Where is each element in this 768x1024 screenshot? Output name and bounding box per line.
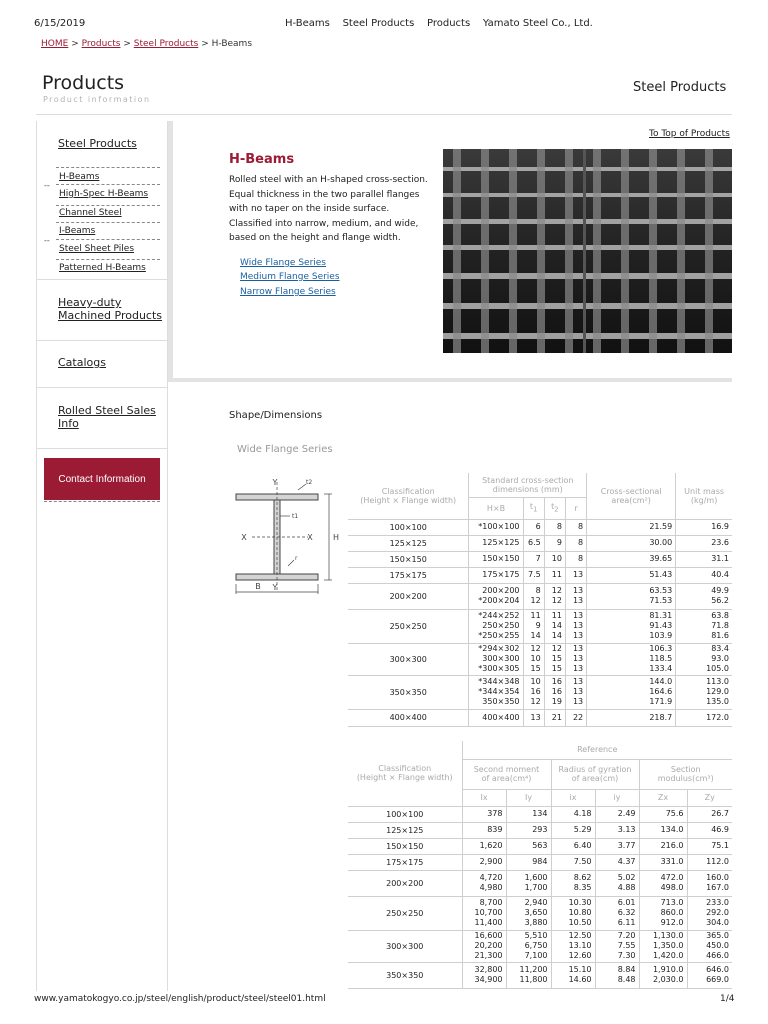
table-cell: 365.0 450.0 466.0 — [687, 930, 732, 962]
diagram-label-y: Y — [272, 583, 278, 592]
table-cell: 63.53 71.53 — [587, 583, 676, 609]
table-cell: 75.1 — [687, 838, 732, 854]
header-line: Standard cross-section — [482, 475, 574, 485]
table-cell: 125×125 — [469, 535, 523, 551]
table-cell: *100×100 — [469, 519, 523, 535]
table-cell: 8.84 8.48 — [595, 962, 639, 988]
table-cell: 472.0 498.0 — [639, 870, 687, 896]
sidebar-subitem-patterned[interactable]: Patterned H-Beams — [59, 263, 146, 273]
header-line: of area(cm⁴) — [481, 774, 532, 783]
table-row — [348, 675, 732, 709]
table-cell: 134.0 — [639, 822, 687, 838]
table-cell: 984 — [506, 854, 551, 870]
table-cell: 11 9 14 — [523, 609, 544, 643]
table-cell: 13 — [523, 709, 544, 726]
table-cell: 400×400 — [469, 709, 523, 726]
table-row — [348, 643, 732, 675]
divider — [36, 114, 732, 115]
classification-cell: 175×175 — [348, 567, 469, 583]
table-cell: *244×252 250×250 *250×255 — [469, 609, 523, 643]
description-line: Classified into narrow, medium, and wide, — [229, 218, 419, 229]
divider — [56, 239, 160, 240]
header-line: modulus(cm³) — [657, 774, 714, 783]
table-row — [348, 930, 732, 962]
table-cell: 40.4 — [676, 567, 732, 583]
table-cell: 6.40 — [551, 838, 595, 854]
table-cell: 8.62 8.35 — [551, 870, 595, 896]
divider — [168, 378, 732, 382]
table-cell: 30.00 — [587, 535, 676, 551]
table-cell: 5.29 — [551, 822, 595, 838]
table-row — [348, 896, 732, 930]
classification-cell: 350×350 — [348, 962, 462, 988]
classification-cell: 150×150 — [348, 838, 462, 854]
header-text: t — [551, 502, 555, 512]
sidebar-subitem-high-spec[interactable]: High-Spec H-Beams — [59, 189, 149, 199]
table-cell: 646.0 669.0 — [687, 962, 732, 988]
table-row — [348, 854, 732, 870]
to-top-link[interactable]: To Top of Products — [649, 129, 730, 139]
narrow-flange-link[interactable]: Narrow Flange Series — [240, 287, 336, 297]
breadcrumb-steel-link[interactable]: Steel Products — [133, 39, 199, 49]
dash-mark: -- — [44, 236, 50, 245]
table-row — [348, 609, 732, 643]
print-header — [0, 14, 768, 28]
column-header — [676, 473, 732, 519]
table-cell: 1,910.0 2,030.0 — [639, 962, 687, 988]
table-cell: 12 15 15 — [544, 643, 565, 675]
classification-cell: 250×250 — [348, 896, 462, 930]
table-cell: 563 — [506, 838, 551, 854]
diagram-label-t2: t2 — [306, 479, 313, 486]
classification-cell: 250×250 — [348, 609, 469, 643]
table-row — [348, 535, 732, 551]
table-cell: 293 — [506, 822, 551, 838]
column-header: ix — [551, 789, 595, 806]
column-header — [544, 497, 565, 519]
table-cell: 81.31 91.43 103.9 — [587, 609, 676, 643]
table-cell: 8 12 — [523, 583, 544, 609]
classification-cell: 300×300 — [348, 930, 462, 962]
description-line: Rolled steel with an H-shaped cross-section. — [229, 175, 428, 185]
table-cell: 13 13 — [565, 583, 586, 609]
diagram-label-t1: t1 — [292, 513, 299, 520]
table-cell: 172.0 — [676, 709, 732, 726]
table-cell: 83.4 93.0 105.0 — [676, 643, 732, 675]
table-cell: 8 — [565, 535, 586, 551]
table-cell: 12 10 15 — [523, 643, 544, 675]
column-header — [639, 759, 732, 789]
table-cell: 21.59 — [587, 519, 676, 535]
sidebar-subitem-sheet-piles[interactable]: Steel Sheet Piles — [59, 244, 135, 254]
h-beams-photo — [443, 149, 732, 353]
column-header: r — [565, 497, 586, 519]
wide-flange-link[interactable]: Wide Flange Series — [240, 258, 326, 268]
sidebar-item-label: Info — [58, 417, 79, 430]
table-cell: 8 — [565, 551, 586, 567]
table-cell: 11 14 14 — [544, 609, 565, 643]
table-row — [348, 709, 732, 726]
table-cell: 12.50 13.10 12.60 — [551, 930, 595, 962]
classification-cell: 125×125 — [348, 535, 469, 551]
sidebar-item-steel-products[interactable]: Steel Products — [58, 137, 137, 150]
classification-cell: 400×400 — [348, 709, 469, 726]
header-line: Classification — [381, 486, 435, 496]
column-header — [551, 759, 639, 789]
column-header: Zy — [687, 789, 732, 806]
column-header — [587, 473, 676, 519]
table-cell: 134 — [506, 806, 551, 822]
table-cell: 3.13 — [595, 822, 639, 838]
header-text: t — [529, 502, 534, 512]
table-cell: 160.0 167.0 — [687, 870, 732, 896]
table-cell: 4.37 — [595, 854, 639, 870]
header-line: (kg/m) — [690, 495, 718, 505]
sidebar-subitem-i-beams[interactable]: I-Beams — [59, 226, 96, 236]
description-line: Equal thickness in the two parallel flanges — [229, 189, 420, 200]
breadcrumb — [41, 39, 252, 49]
table-row — [348, 551, 732, 567]
table-cell: 4,720 4,980 — [462, 870, 506, 896]
divider — [56, 222, 160, 223]
column-header — [462, 759, 551, 789]
print-date: 6/15/2019 — [34, 18, 86, 29]
breadcrumb-home-link[interactable]: HOME — [41, 39, 69, 49]
wide-flange-heading: Wide Flange Series — [237, 444, 333, 455]
classification-cell: 300×300 — [348, 643, 469, 675]
sidebar-item-label: Heavy-duty — [58, 296, 122, 309]
diagram-label-r: r — [295, 555, 298, 562]
table-cell: 13 13 13 — [565, 643, 586, 675]
table-cell: 200×200 *200×204 — [469, 583, 523, 609]
table-row — [348, 822, 732, 838]
h-beam-cross-section-diagram — [232, 476, 344, 602]
table-cell: 839 — [462, 822, 506, 838]
classification-cell: 200×200 — [348, 583, 469, 609]
table-cell: 1,620 — [462, 838, 506, 854]
header-sub: 2 — [554, 505, 559, 514]
table-cell: 31.1 — [676, 551, 732, 567]
table-cell: 23.6 — [676, 535, 732, 551]
table-row — [348, 838, 732, 854]
table-cell: 6 — [523, 519, 544, 535]
divider — [36, 340, 168, 341]
dash-mark: -- — [44, 181, 50, 190]
table-cell: 8 — [565, 519, 586, 535]
table-cell: 75.6 — [639, 806, 687, 822]
header-line: Section — [670, 765, 701, 774]
diagram-label-b: B — [255, 582, 261, 591]
divider — [56, 167, 160, 168]
divider — [36, 279, 168, 280]
column-header — [348, 741, 462, 806]
header-line: (Height × Flange width) — [356, 773, 453, 783]
classification-cell: 125×125 — [348, 822, 462, 838]
table-row — [348, 583, 732, 609]
table-cell: 216.0 — [639, 838, 687, 854]
table-cell: 16,600 20,200 21,300 — [462, 930, 506, 962]
diagram-label-h: H — [333, 533, 340, 542]
product-title: H-Beams — [229, 152, 295, 167]
header-line: Classification — [378, 764, 432, 774]
divider — [56, 259, 160, 260]
table-cell: 51.43 — [587, 567, 676, 583]
classification-cell: 200×200 — [348, 870, 462, 896]
header-line: (Height × Flange width) — [360, 495, 457, 505]
divider — [56, 184, 160, 185]
header-line: Unit mass — [684, 486, 725, 496]
table-cell: 15.10 14.60 — [551, 962, 595, 988]
header-sub: 1 — [533, 505, 538, 514]
table-cell: 46.9 — [687, 822, 732, 838]
table-cell: 11 — [544, 567, 565, 583]
description-line: based on the height and flange width. — [229, 233, 401, 243]
header-line: Second moment — [473, 765, 540, 774]
table-cell: 112.0 — [687, 854, 732, 870]
sidebar-item-heavy-duty[interactable] — [58, 296, 162, 322]
header-line: Radius of gyration — [558, 765, 632, 774]
breadcrumb-sep: > — [71, 39, 79, 49]
table-cell: 4.18 — [551, 806, 595, 822]
diagram-label-x: X — [307, 533, 313, 542]
table-cell: 49.9 56.2 — [676, 583, 732, 609]
table-cell: 113.0 129.0 135.0 — [676, 675, 732, 709]
classification-cell: 100×100 — [348, 806, 462, 822]
table-cell: 8 — [544, 519, 565, 535]
contact-button[interactable]: Contact Information — [44, 458, 160, 500]
divider — [36, 448, 168, 449]
table-cell: 10 — [544, 551, 565, 567]
table-cell: 218.7 — [587, 709, 676, 726]
medium-flange-link[interactable]: Medium Flange Series — [240, 272, 340, 282]
table-cell: 713.0 860.0 912.0 — [639, 896, 687, 930]
table-cell: 7.20 7.55 7.30 — [595, 930, 639, 962]
column-header — [348, 473, 469, 519]
reference-table — [348, 741, 732, 989]
table-row — [348, 806, 732, 822]
table-cell: 233.0 292.0 304.0 — [687, 896, 732, 930]
header-line: Cross-sectional — [600, 486, 662, 496]
classification-cell: 350×350 — [348, 675, 469, 709]
sidebar-item-rolled-steel[interactable] — [58, 404, 156, 430]
table-cell: 2,940 3,650 3,880 — [506, 896, 551, 930]
sidebar-subitem-channel[interactable]: Channel Steel — [59, 208, 122, 218]
table-cell: 13 — [565, 567, 586, 583]
table-cell: *294×302 300×300 *300×305 — [469, 643, 523, 675]
header-line: area(cm²) — [611, 495, 651, 505]
classification-cell: 100×100 — [348, 519, 469, 535]
column-header: Iy — [506, 789, 551, 806]
description-line: with no taper on the inside surface. — [229, 204, 390, 214]
table-cell: 16.9 — [676, 519, 732, 535]
column-header: iy — [595, 789, 639, 806]
classification-cell: 150×150 — [348, 551, 469, 567]
divider — [44, 501, 160, 502]
header-line: dimensions (mm) — [492, 484, 563, 494]
table-cell: 8,700 10,700 11,400 — [462, 896, 506, 930]
table-cell: 144.0 164.6 171.9 — [587, 675, 676, 709]
column-header — [469, 473, 587, 497]
divider — [56, 205, 160, 206]
table-cell: 378 — [462, 806, 506, 822]
table-cell: 16 16 19 — [544, 675, 565, 709]
table-cell: 12 12 — [544, 583, 565, 609]
table-cell: 7 — [523, 551, 544, 567]
table-cell: 7.50 — [551, 854, 595, 870]
column-header: H×B — [469, 497, 523, 519]
table-cell: 106.3 118.5 133.4 — [587, 643, 676, 675]
table-cell: 11,200 11,800 — [506, 962, 551, 988]
diagram-label-x: X — [241, 533, 247, 542]
table-cell: 13 13 13 — [565, 609, 586, 643]
divider — [168, 121, 173, 382]
sidebar-subitem-h-beams[interactable]: H-Beams — [59, 172, 100, 182]
header-line: of area(cm) — [571, 774, 619, 783]
page-subtitle: Product information — [43, 95, 151, 104]
table-cell: 22 — [565, 709, 586, 726]
table-row — [348, 519, 732, 535]
table-cell: 10.30 10.80 10.50 — [551, 896, 595, 930]
shape-dimensions-heading: Shape/Dimensions — [229, 410, 323, 421]
table-cell: *344×348 *344×354 350×350 — [469, 675, 523, 709]
table-cell: 5,510 6,750 7,100 — [506, 930, 551, 962]
table-cell: 13 13 13 — [565, 675, 586, 709]
table-cell: 9 — [544, 535, 565, 551]
divider — [36, 387, 168, 388]
table-row — [348, 870, 732, 896]
breadcrumb-current: H-Beams — [211, 39, 253, 49]
table-cell: 26.7 — [687, 806, 732, 822]
print-url: www.yamatokogyo.co.jp/steel/english/product/steel/steel01.html — [34, 994, 326, 1004]
table-cell: 39.65 — [587, 551, 676, 567]
section-title: Steel Products — [633, 80, 727, 95]
print-title: H-Beams Steel Products Products Yamato Steel Co., Ltd. — [285, 18, 593, 29]
table-cell: 2.49 — [595, 806, 639, 822]
breadcrumb-products-link[interactable]: Products — [81, 39, 121, 49]
table-cell: 3.77 — [595, 838, 639, 854]
table-cell: 21 — [544, 709, 565, 726]
table-cell: 2,900 — [462, 854, 506, 870]
table-cell: 1,600 1,700 — [506, 870, 551, 896]
classification-cell: 175×175 — [348, 854, 462, 870]
column-header: Reference — [462, 741, 732, 759]
table-cell: 7.5 — [523, 567, 544, 583]
diagram-label-y: Y — [272, 478, 278, 487]
breadcrumb-sep: > — [123, 39, 131, 49]
table-cell: 10 16 12 — [523, 675, 544, 709]
table-cell: 175×175 — [469, 567, 523, 583]
sidebar-item-catalogs[interactable]: Catalogs — [58, 356, 106, 369]
sidebar-item-label: Rolled Steel Sales — [58, 404, 156, 417]
table-cell: 6.5 — [523, 535, 544, 551]
table-cell: 5.02 4.88 — [595, 870, 639, 896]
column-header — [523, 497, 544, 519]
table-cell: 6.01 6.32 6.11 — [595, 896, 639, 930]
table-cell: 32,800 34,900 — [462, 962, 506, 988]
table-cell: 63.8 71.8 81.6 — [676, 609, 732, 643]
column-header: Ix — [462, 789, 506, 806]
print-page-number: 1/4 — [720, 994, 735, 1004]
table-cell: 1,130.0 1,350.0 1,420.0 — [639, 930, 687, 962]
page-title: Products — [42, 72, 125, 94]
breadcrumb-sep: > — [201, 39, 209, 49]
dimensions-table — [348, 473, 732, 727]
table-cell: 150×150 — [469, 551, 523, 567]
sidebar-item-label: Machined Products — [58, 309, 163, 322]
table-row — [348, 567, 732, 583]
table-cell: 331.0 — [639, 854, 687, 870]
column-header: Zx — [639, 789, 687, 806]
table-row — [348, 962, 732, 988]
product-description — [229, 173, 434, 246]
